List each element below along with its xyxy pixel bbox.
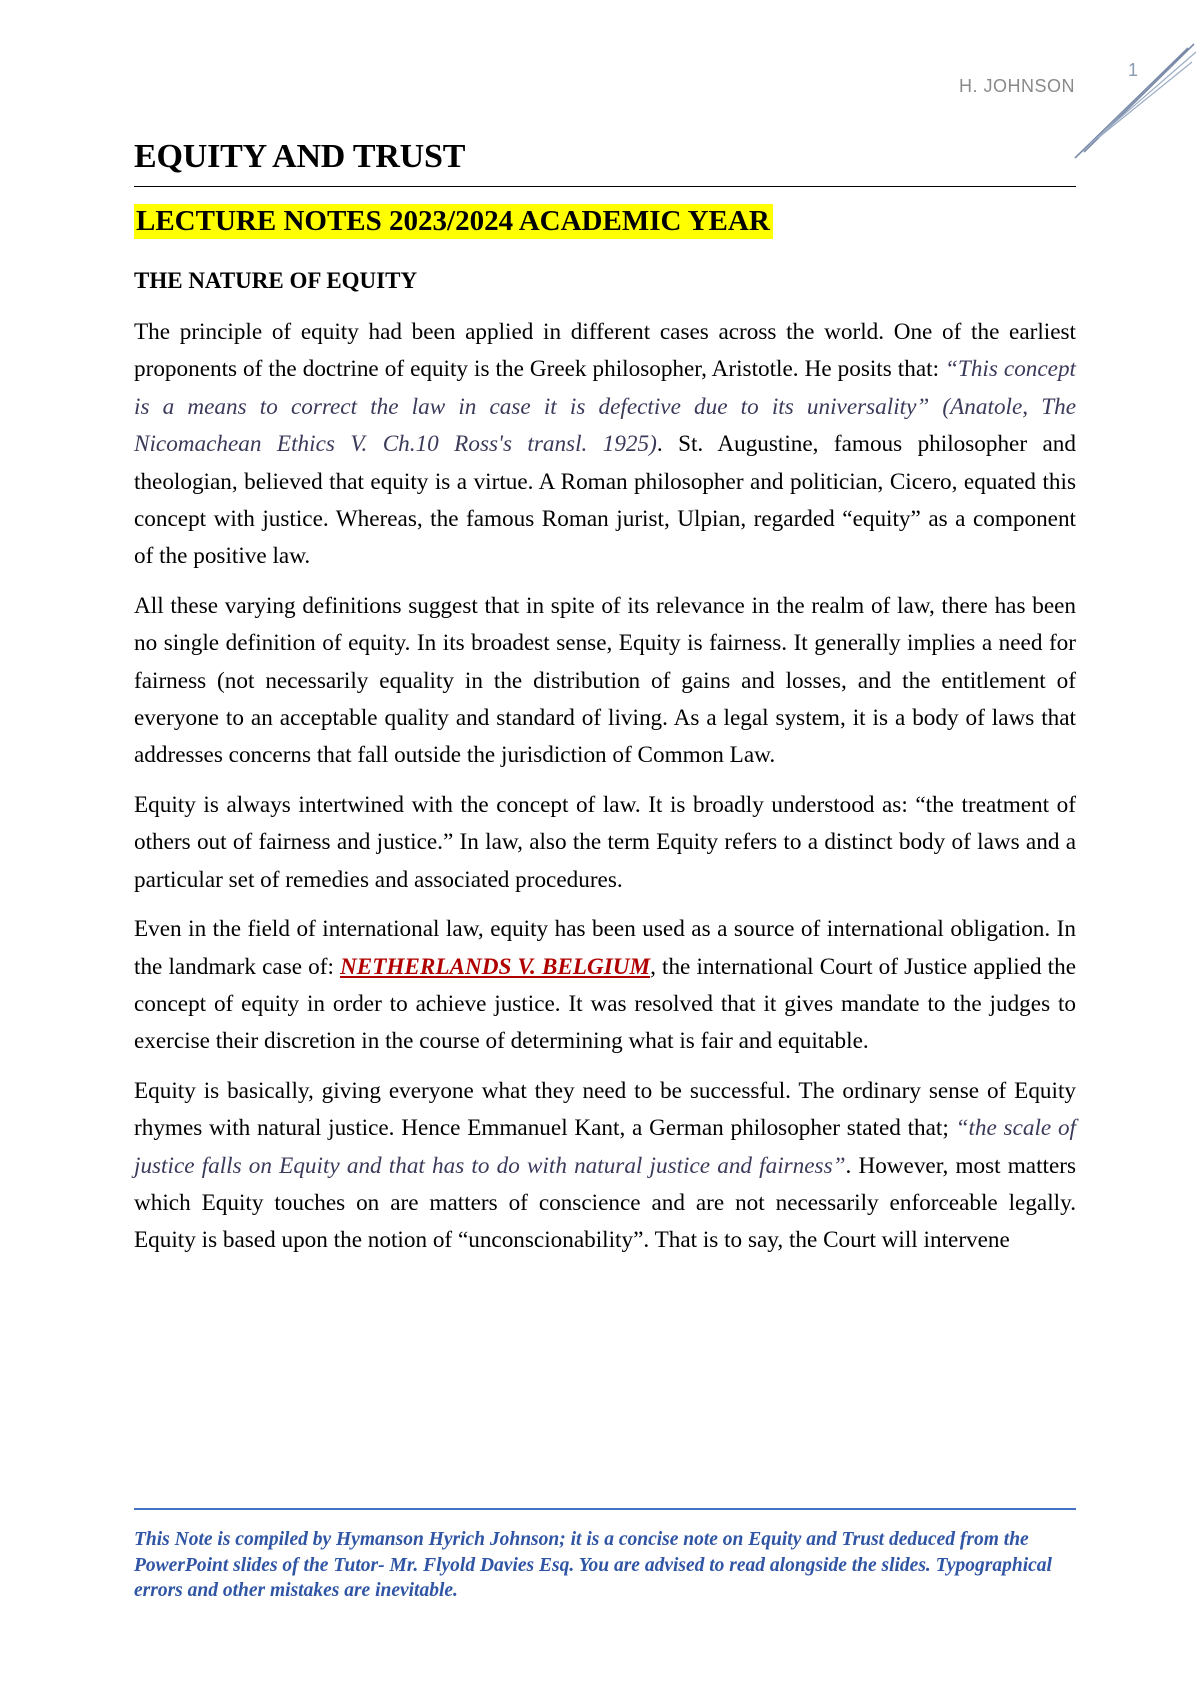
- section-heading: THE NATURE OF EQUITY: [134, 268, 418, 293]
- pen-stroke-decoration-icon: [1070, 40, 1200, 170]
- paragraph-1-text-b: . St. Augustine, famous philosopher and theologian, believed that equity is a virtue. A Roman philosopher and politician, Cicero, equated this concept with justice. Whereas, the famous Roman jurist, Ulpian, regarded “equity” as a component of the positive law.: [134, 431, 1076, 570]
- header-author: H. JOHNSON: [958, 76, 1075, 96]
- title-divider: [134, 186, 1076, 187]
- paragraph-5: [134, 1073, 1076, 1260]
- kant-quote: “the scale of justice falls on Equity and that has to do with natural justice and fairness”: [134, 1115, 1076, 1179]
- body-text: [134, 314, 1076, 1272]
- paragraph-4-text-b: , the international Court of Justice applied the concept of equity in order to achieve justice. It was resolved that it gives mandate to the judges to exercise their discretion in the course of determining what is fair and equitable.: [134, 953, 1076, 1055]
- paragraph-5-text-a: Equity is basically, giving everyone what they need to be successful. The ordinary sense of Equity rhymes with natural justice. Hence Emmanuel Kant, a German philosopher stated that;: [134, 1077, 1076, 1142]
- footer-note: This Note is compiled by Hymanson Hyrich Johnson; it is a concise note on Equity and Trust deduced from the PowerPoint slides of the Tutor- Mr. Flyold Davies Esq. You are advised to read alongside the slides. Typographical errors and other mistakes are inevitable.: [134, 1529, 1052, 1601]
- paragraph-4: [134, 911, 1076, 1061]
- paragraph-2: All these varying definitions suggest that in spite of its relevance in the realm of law, there has been no single definition of equity. In its broadest sense, Equity is fairness. It generally implies a need for fairness (not necessarily equality in the distribution of gains and losses, and the entitlement of everyone to an acceptable quality and standard of living. As a legal system, it is a body of laws that addresses concerns that fall outside the jurisdiction of Common Law.: [134, 592, 1076, 769]
- aristotle-quote: “This concept is a means to correct the law in case it is defective due to its universality” (Anatole, The Nicomachean Ethics V. Ch.10 Ross's transl. 1925): [134, 356, 1077, 458]
- footer-divider: [134, 1508, 1076, 1510]
- paragraph-1: [134, 314, 1076, 576]
- case-citation: NETHERLANDS V. BELGIUM: [340, 953, 651, 980]
- paragraph-1-text-a: The principle of equity had been applied in different cases across the world. One of the earliest proponents of the doctrine of equity is the Greek philosopher, Aristotle. He posits that:: [134, 319, 1076, 383]
- paragraph-5-text-b: . However, most matters which Equity touches on are matters of conscience and are not necessarily enforceable legally. Equity is based upon the notion of “unconscionability”. That is to say, the Court will intervene: [134, 1152, 1076, 1254]
- paragraph-4-text-a: Even in the field of international law, equity has been used as a source of international obligation. In the landmark case of:: [134, 916, 1076, 980]
- document-subtitle: LECTURE NOTES 2023/2024 ACADEMIC YEAR: [134, 204, 773, 239]
- document-title: EQUITY AND TRUST: [134, 138, 466, 175]
- page-number: 1: [1128, 60, 1139, 80]
- paragraph-3: Equity is always intertwined with the concept of law. It is broadly understood as: “the treatment of others out of fairness and justice.” In law, also the term Equity refers to a distinct body of laws and a particular set of remedies and associated procedures.: [134, 791, 1076, 893]
